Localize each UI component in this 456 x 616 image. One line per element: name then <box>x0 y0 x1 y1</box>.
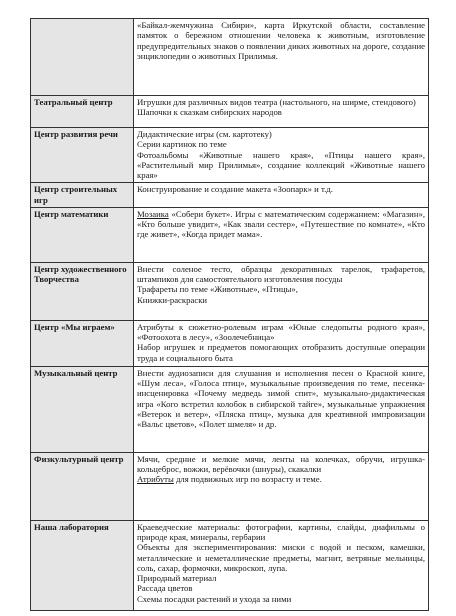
description-line: Рассада цветов <box>137 583 193 594</box>
center-description-cell <box>134 262 429 320</box>
description-line: «Байкал-жемчужина Сибири», карта Иркутской области, составление памяток о бережном отношении человека к животным, изготовление предупредительных знаков о появлении диких животных на дороге, создание энциклопедии о животных Прилимья. <box>137 20 425 61</box>
center-name-cell: Театральный центр <box>31 96 134 128</box>
center-name-cell: Центр математики <box>31 207 134 262</box>
description-line: Конструирование и создание макета «Зоопарк» и т.д. <box>137 184 333 195</box>
table-row <box>31 96 429 128</box>
table-row <box>31 366 429 452</box>
center-description-cell <box>134 128 429 183</box>
center-description-cell <box>134 366 429 452</box>
activity-centers-table <box>30 18 429 611</box>
description-line: Шапочки к сказкам сибирских народов <box>137 107 282 118</box>
description-line: Внести аудиозаписи для слушания и исполнения песен о Красной книге, «Шум леса», «Голоса птиц», музыкальные произведения по теме, песенка-инсценировка «Почему медведь зимой спит», музыкально-дидактическая игра «Кого встретил колобок в сибирской тайге», музыкальные упражнения «Ветерок и ветер», «Пляска птиц», музыка для креативной импровизации «Вальс цветов», «Полет шмеля» и др. <box>137 367 425 430</box>
center-name-cell <box>31 19 134 96</box>
center-name-cell: Центр «Мы играем» <box>31 320 134 366</box>
description-line <box>137 474 425 484</box>
center-name-cell: Наша лаборатория <box>31 520 134 610</box>
description-line: Схемы посадки растений и ухода за ними <box>137 593 292 604</box>
center-description-cell <box>134 183 429 208</box>
description-text: для подвижных игр по возрасту и теме. <box>173 474 322 485</box>
description-line: Природный материал <box>137 573 217 584</box>
description-line: Игрушки для различных видов театра (настольного, на ширме, стендового) <box>137 97 416 107</box>
description-line <box>137 209 425 240</box>
description-line: Фотоальбомы «Животные нашего края», «Птицы нашего края», «Растительный мир Прилимья», создание коллекций «Животные нашего края» <box>137 149 425 181</box>
description-text: «Собери букет». Игры с математическим содержанием: «Магазин», «Кто больше увидит», «Как звали сестер», «Путешествие по комнате», «Кто где живет», «Когда придет мама». <box>137 208 425 240</box>
table-row <box>31 183 429 208</box>
underlined-term: Атрибуты <box>137 474 174 485</box>
table-row <box>31 207 429 262</box>
table-row <box>31 452 429 520</box>
table-row <box>31 128 429 183</box>
description-line: Краеведческие материалы: фотографии, картины, слайды, диафильмы о природе края, минералы, гербарии <box>137 521 425 543</box>
center-name-cell: Физкультурный центр <box>31 452 134 520</box>
center-description-cell <box>134 320 429 366</box>
description-line: Внести соленое тесто, образцы декоративных тарелок, трафаретов, штампиков для самостоятельного изготовления посуды <box>137 263 425 285</box>
center-description-cell <box>134 96 429 128</box>
description-line: Объекты для экспериментирования: миски с водой и песком, камешки, металлические и неметаллические предметы, магнит, ветряные мельницы, соль, сахар, формочки, микроскоп, лупа. <box>137 542 425 573</box>
table-row <box>31 520 429 610</box>
center-name-cell: Центр строительных игр <box>31 183 134 208</box>
table-row <box>31 320 429 366</box>
underlined-term: Мозаика <box>137 208 169 219</box>
center-name-cell: Центр художественного Творчества <box>31 262 134 320</box>
description-line: Серии картинок по теме <box>137 139 227 150</box>
center-description-cell <box>134 19 429 96</box>
description-line: Мячи, средние и мелкие мячи, ленты на колечках, обручи, игрушка-кольцеброс, вожжи, верёвочки (шнуры), скакалки <box>137 453 425 475</box>
center-name-cell: Центр развития речи <box>31 128 134 183</box>
description-line: Книжки-раскраски <box>137 294 208 305</box>
table-row <box>31 262 429 320</box>
description-line: Атрибуты к сюжетно-ролевым играм «Юные следопыты родного края», «Фотоохота в лесу», «Зоолечебница» <box>137 321 425 343</box>
description-line: Трафареты по теме «Животные», «Птицы», <box>137 284 298 295</box>
center-description-cell <box>134 520 429 610</box>
center-description-cell <box>134 207 429 262</box>
center-description-cell <box>134 452 429 520</box>
center-name-cell: Музыкальный центр <box>31 366 134 452</box>
description-line: Набор игрушек и предметов помогающих отобразить доступные операции труда и социального быта <box>137 342 425 363</box>
table-row <box>31 19 429 96</box>
description-line: Дидактические игры (см. картотеку) <box>137 129 272 139</box>
